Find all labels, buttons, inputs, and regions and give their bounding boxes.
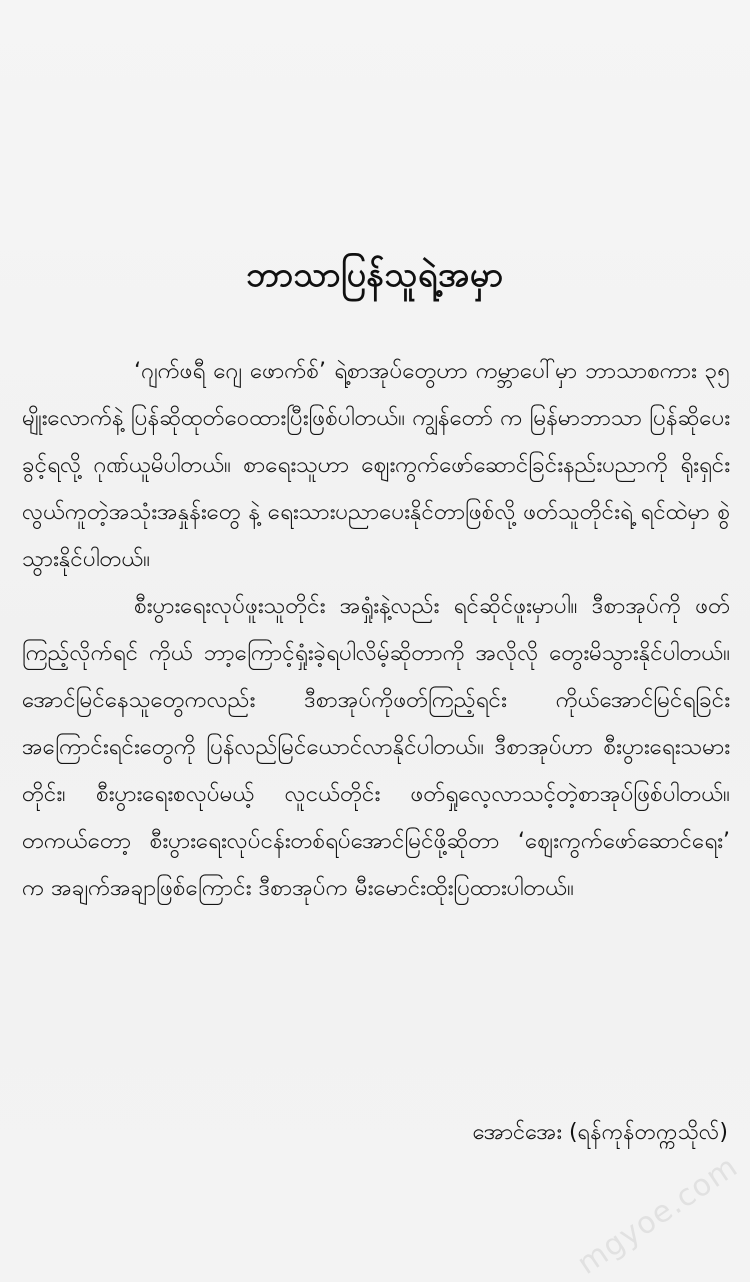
preface-body <box>22 348 730 912</box>
site-watermark: mgyoe.com <box>570 1148 744 1282</box>
translator-signature: အောင်အေး (ရန်ကုန်တက္ကသိုလ်) <box>472 1120 728 1145</box>
page-title: ဘာသာပြန်သူရဲ့အမှာ <box>246 255 504 295</box>
paragraph-2: စီးပွားရေးလုပ်ဖူးသူတိုင်း အရှုံးနဲ့လည်း ရင်ဆိုင်ဖူးမှာပါ။ ဒီစာအုပ်ကို ဖတ်ကြည့်လိုက်ရင် ကိုယ် ဘာ့ကြောင့်ရှုံးခဲ့ရပါလိမ့်ဆိုတာကို အလိုလို တွေးမိသွားနိုင်ပါတယ်။ အောင်မြင်နေသူတွေကလည်း ဒီစာအုပ်ကိုဖတ်ကြည့်ရင်း ကိုယ်အောင်မြင်ရခြင်းအကြောင်းရင်းတွေကို ပြန်လည်မြင်ယောင်လာနိုင်ပါတယ်။ ဒီစာအုပ်ဟာ စီးပွားရေးသမားတိုင်း၊ စီးပွားရေးစလုပ်မယ့် လူငယ်တိုင်း ဖတ်ရှုလေ့လာသင့်တဲ့စာအုပ်ဖြစ်ပါတယ်။ တကယ်တော့ စီးပွားရေးလုပ်ငန်းတစ်ရပ်အောင်မြင်ဖို့ဆိုတာ ‘ဈေးကွက်ဖော်ဆောင်ရေး’ က အချက်အချာဖြစ်ကြောင်း ဒီစာအုပ်က မီးမောင်းထိုးပြထားပါတယ်။ <box>22 593 730 901</box>
paragraph-1: ‘ဂျက်ဖရီ ဂျေ ဖောက်စ်’ ရဲ့စာအုပ်တွေဟာ ကမ္ဘာပေါ်မှာ ဘာသာစကား ၃၅ မျိုးလောက်နဲ့ ပြန်ဆိုထုတ်ဝေထားပြီးဖြစ်ပါတယ်။ ကျွန်တော် က မြန်မာဘာသာ ပြန်ဆိုပေးခွင့်ရလို့ ဂုဏ်ယူမိပါတယ်။ စာရေးသူဟာ ဈေးကွက်ဖော်ဆောင်ခြင်းနည်းပညာကို ရိုးရှင်းလွယ်ကူတဲ့အသုံးအနှုန်းတွေ နဲ့ ရေးသားပညာပေးနိုင်တာဖြစ်လို့ ဖတ်သူတိုင်းရဲ့ ရင်ထဲမှာ စွဲသွားနိုင်ပါတယ်။ <box>22 358 730 572</box>
